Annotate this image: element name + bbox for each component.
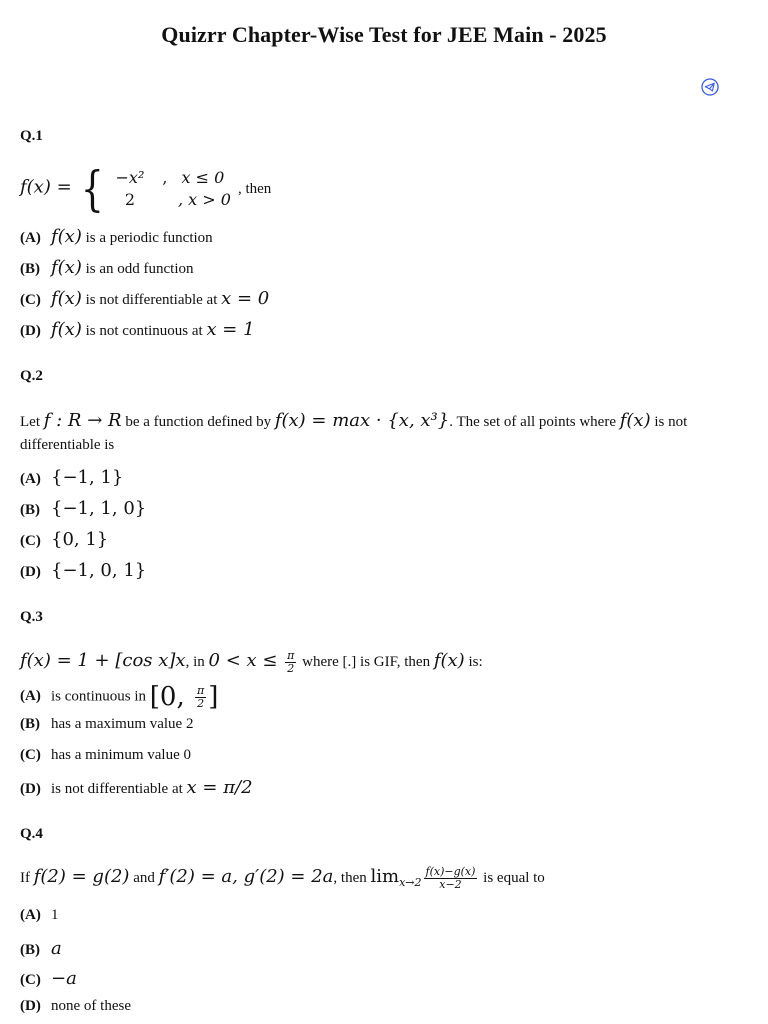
- option-label: (B): [20, 261, 40, 277]
- stem-text: , in: [185, 654, 209, 670]
- option-a[interactable]: [20, 226, 213, 247]
- option-label: (D): [20, 564, 41, 580]
- option-d[interactable]: [20, 319, 255, 340]
- stem-text: where [.] is GIF, then: [298, 654, 434, 670]
- case2-cond: , x > 0: [177, 190, 231, 209]
- option-c[interactable]: [20, 288, 269, 309]
- stem-tail: , then: [237, 180, 272, 197]
- fraction-den: x−2: [439, 878, 462, 892]
- option-c[interactable]: [20, 968, 77, 989]
- option-math: a: [51, 938, 62, 959]
- stem-math: x→2: [399, 876, 422, 889]
- option-b[interactable]: [20, 716, 193, 733]
- option-c[interactable]: [20, 747, 191, 764]
- option-a[interactable]: [20, 907, 59, 924]
- stem-math: f : R → R: [43, 410, 122, 431]
- option-math: f(x): [51, 257, 82, 278]
- fraction: [195, 685, 206, 710]
- option-label: (D): [20, 781, 41, 797]
- option-d[interactable]: [20, 560, 146, 581]
- fraction: [285, 650, 296, 675]
- stem-math: 0 < x ≤: [208, 650, 284, 671]
- left-brace: {: [81, 161, 105, 217]
- option-label: (A): [20, 471, 41, 487]
- option-text: 1: [51, 907, 59, 923]
- stem-text: . The set of all points where: [449, 414, 620, 430]
- question-number: Q.1: [20, 128, 43, 144]
- option-label: (B): [20, 942, 40, 958]
- option-b[interactable]: [20, 498, 146, 519]
- stem-math: f(x): [433, 650, 465, 671]
- stem-math: f(2) = g(2): [33, 866, 130, 887]
- piecewise-cases: [108, 167, 231, 211]
- option-label: (D): [20, 323, 41, 339]
- option-d[interactable]: [20, 777, 253, 798]
- option-b[interactable]: [20, 257, 194, 278]
- option-label: (B): [20, 716, 40, 732]
- fraction-num: f(x)−g(x): [425, 865, 476, 879]
- stem-text: Let: [20, 414, 44, 430]
- question-stem: [20, 866, 545, 891]
- case1-cond: x ≤ 0: [181, 168, 225, 187]
- question-number: Q.2: [20, 368, 43, 384]
- question-stem: [20, 650, 483, 675]
- stem-math: lim: [370, 866, 400, 887]
- page-title: Quizrr Chapter-Wise Test for JEE Main - 2025: [161, 22, 607, 47]
- option-text: is not differentiable at: [51, 781, 187, 797]
- option-label: (A): [20, 907, 41, 923]
- option-label: (D): [20, 998, 41, 1014]
- fraction-num: π: [196, 683, 205, 697]
- option-math: {0, 1}: [51, 529, 109, 550]
- fraction-num: π: [287, 649, 295, 663]
- option-math: −a: [51, 968, 77, 989]
- option-c[interactable]: [20, 529, 108, 550]
- option-math: ]: [208, 682, 219, 712]
- stem-math: f(x) = max · {x, x³}: [274, 410, 450, 431]
- stem-math: f(x): [619, 410, 651, 431]
- option-text: none of these: [51, 998, 131, 1014]
- option-math: [0,: [149, 682, 193, 712]
- option-a[interactable]: [20, 467, 123, 488]
- stem-text: is:: [464, 654, 483, 670]
- option-text: is continuous in: [51, 688, 150, 705]
- option-text: is not differentiable at: [81, 292, 222, 308]
- option-math: f(x): [51, 319, 82, 340]
- option-math: x = π/2: [186, 777, 253, 798]
- option-math: x = 0: [221, 288, 270, 309]
- question-number: Q.4: [20, 826, 43, 842]
- stem-text: If: [20, 870, 34, 886]
- stem-text: is not: [650, 414, 688, 430]
- stem-text: and: [129, 870, 159, 886]
- option-text: is an odd function: [81, 261, 194, 277]
- option-d[interactable]: [20, 998, 131, 1015]
- stem-text: be a function defined by: [121, 414, 275, 430]
- case1-sep: ,: [162, 168, 168, 187]
- option-label: (A): [20, 230, 41, 246]
- question-stem: [20, 161, 272, 217]
- telegram-icon[interactable]: [701, 78, 719, 96]
- question-number: Q.3: [20, 609, 43, 625]
- option-math: x = 1: [206, 319, 255, 340]
- option-text: has a maximum value 2: [51, 716, 194, 732]
- stem-math: f′(2) = a, g′(2) = 2a: [158, 866, 334, 887]
- option-text: is a periodic function: [81, 230, 213, 246]
- option-b[interactable]: [20, 938, 62, 959]
- question-stem: [20, 410, 687, 431]
- option-math: {−1, 1, 0}: [51, 498, 147, 519]
- option-label: (C): [20, 292, 41, 308]
- fraction-den: 2: [287, 662, 295, 676]
- case2-expr: 2: [124, 190, 136, 209]
- option-math: f(x): [51, 288, 82, 309]
- question-stem-cont: differentiable is: [20, 437, 115, 453]
- option-label: (C): [20, 972, 41, 988]
- option-text: has a minimum value 0: [51, 747, 191, 763]
- option-label: (A): [20, 688, 41, 705]
- option-math: {−1, 1}: [51, 467, 124, 488]
- option-a[interactable]: [20, 682, 218, 712]
- option-label: (B): [20, 502, 40, 518]
- stem-text: is equal to: [479, 870, 545, 886]
- case1-expr: −x²: [115, 168, 145, 187]
- stem-math: f(x) =: [20, 176, 78, 198]
- fraction-den: 2: [197, 696, 205, 710]
- fraction: [424, 866, 478, 891]
- option-label: (C): [20, 747, 41, 763]
- option-label: (C): [20, 533, 41, 549]
- option-math: f(x): [51, 226, 82, 247]
- option-text: is not continuous at: [81, 323, 207, 339]
- stem-text: , then: [333, 870, 371, 886]
- stem-math: f(x) = 1 + [cos x]x: [20, 650, 186, 671]
- option-math: {−1, 0, 1}: [51, 560, 147, 581]
